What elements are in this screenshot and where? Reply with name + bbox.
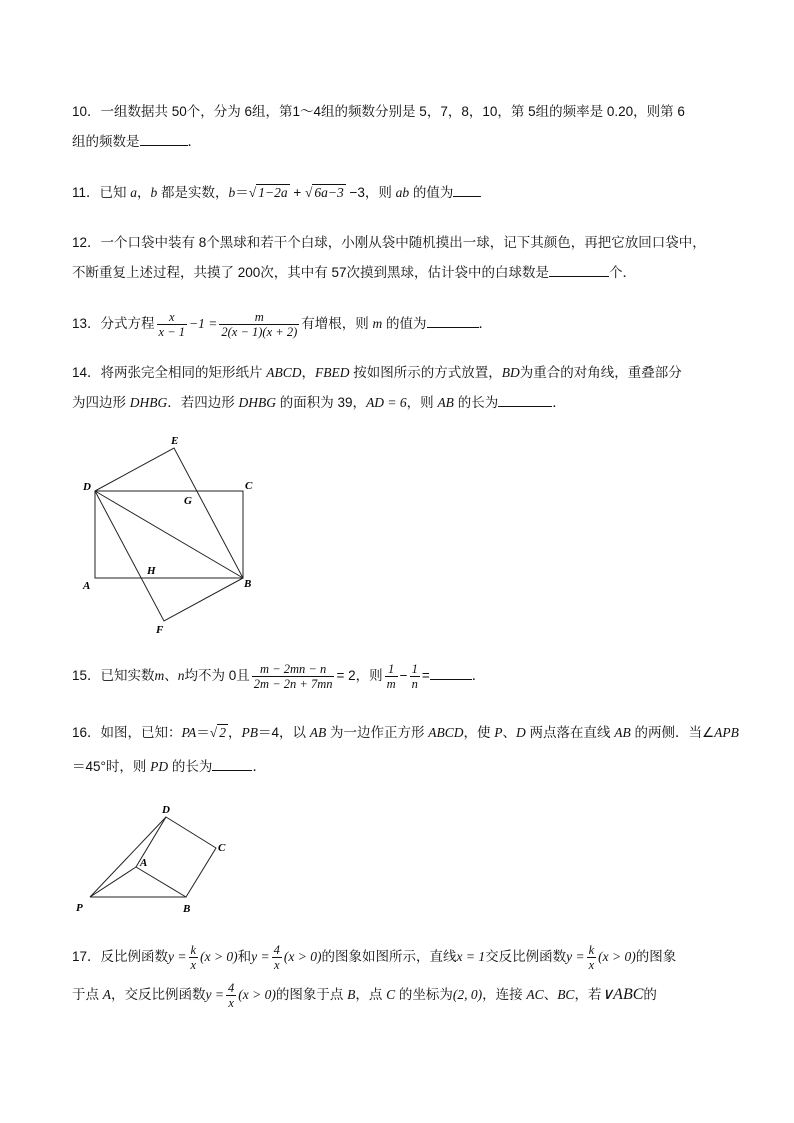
func-y3: y =: [566, 949, 585, 964]
q16-t5: 两点落在直线: [525, 725, 615, 740]
q13-mid: −1 =: [189, 316, 218, 331]
q11-sep: ，: [137, 185, 151, 200]
label-ac: AC: [526, 987, 544, 1002]
domain-cond-2: (x > 0): [283, 949, 322, 964]
q13-tail2: 的值为: [382, 316, 427, 331]
point-label-d: D: [83, 481, 91, 493]
diagonal-bd: [95, 491, 243, 578]
q16-t4: ，使: [463, 725, 495, 740]
denominator: x: [588, 957, 595, 972]
label-ad: AD = 6: [366, 395, 407, 410]
q12-line1: 12．一个口袋中装有 8个黑球和若干个白球，小刚从袋中随机摸出一球，记下其颜色，再把它放回口袋中，: [72, 235, 706, 250]
q15-eq2: =: [421, 668, 430, 683]
question-17: [72, 938, 732, 1014]
var-b2: b: [228, 185, 236, 200]
answer-blank: [140, 131, 188, 146]
q14-t7: 的面积为 39，: [276, 395, 367, 410]
square-abcd: [136, 817, 216, 897]
q14-end: ．: [552, 395, 566, 410]
q14-t4: 为重合的对角线，重叠部分: [519, 365, 682, 380]
numerator: m − 2mn − n: [252, 662, 335, 677]
label-fbed: FBED: [315, 365, 350, 380]
q16-t2: ，: [227, 725, 242, 740]
answer-blank: [498, 392, 552, 407]
denominator: 2m − 2n + 7mn: [253, 676, 333, 691]
q12-line2: [72, 258, 732, 288]
func-y4: y =: [205, 987, 224, 1002]
question-12: [72, 228, 732, 288]
answer-blank: [212, 756, 252, 771]
q13-tail: 有增根，则: [301, 316, 373, 331]
q11-mid: 都是实数，: [157, 185, 229, 200]
answer-blank: [549, 262, 609, 277]
var-b: b: [150, 185, 158, 200]
q17-sep: 、: [543, 987, 558, 1002]
point-label-h: H: [147, 565, 156, 577]
question-16: [72, 716, 739, 784]
sqrt-expr-1: √ 1−2a: [248, 185, 288, 200]
q10-line2: [72, 127, 732, 157]
q16-t6: 的两侧．当∠: [630, 725, 715, 740]
label-c: C: [386, 987, 396, 1002]
q11-tail2: 的值为: [409, 185, 454, 200]
q17-t1: 17．反比例函数: [72, 949, 169, 964]
point-label-a: A: [140, 857, 148, 869]
question-13: [72, 306, 732, 342]
answer-blank: [427, 313, 479, 328]
q14-t1: 14．将两张完全相同的矩形纸片: [72, 365, 267, 380]
denominator: x: [190, 957, 197, 972]
domain-cond-4: (x > 0): [238, 987, 276, 1002]
point-label-a: A: [83, 580, 91, 592]
denominator: x − 1: [158, 324, 186, 339]
q13-end: ．: [478, 316, 493, 331]
q15-end: ．: [471, 668, 486, 683]
q17-t9: 的坐标为: [395, 987, 453, 1002]
q14-t2: ，: [301, 365, 316, 380]
triangle-abc: ∨ABC: [601, 986, 644, 1003]
q16-eq2: ＝4，以: [257, 725, 310, 740]
question-14: [72, 358, 732, 418]
fraction-1-over-n: [410, 662, 420, 691]
line-x1: x = 1: [456, 949, 486, 964]
q12-text: 不断重复上述过程，共摸了 200次，其中有 57次摸到黑球，估计袋中的白球数是: [72, 265, 550, 280]
q16-end: ．: [252, 759, 266, 774]
question-15: [72, 658, 732, 694]
point-label-e: E: [171, 435, 179, 447]
fraction-m: [219, 310, 299, 339]
q17-t10: ，连接: [482, 987, 527, 1002]
q10-text: 组的频数是: [72, 134, 140, 149]
q16-t3: 为一边作正方形: [326, 725, 429, 740]
var-m: m: [372, 316, 383, 331]
point-label-b: B: [183, 903, 191, 915]
fraction-k-over-x: [189, 943, 199, 972]
q17-t5: 于点: [72, 987, 103, 1002]
numerator: 1: [411, 661, 418, 676]
var-m: m: [154, 668, 165, 683]
q15-sep: 、: [164, 668, 178, 683]
label-bc: BC: [557, 987, 575, 1002]
q17-t8: ，点: [355, 987, 387, 1002]
q14-t5: 为四边形: [72, 395, 130, 410]
q16-t7: ＝45°时，则: [72, 759, 151, 774]
q17-t11: ，若: [574, 987, 602, 1002]
label-abcd: ABCD: [266, 365, 302, 380]
q14-line1: [72, 358, 732, 388]
q16-t8: 的长为: [168, 759, 213, 774]
point-label-f: F: [156, 624, 164, 636]
q11-prefix: 11．已知: [72, 185, 131, 200]
coord-c: (2, 0): [452, 987, 483, 1002]
fraction-4-over-x: [272, 943, 282, 972]
q11-tail: −3，则: [345, 185, 396, 200]
radicand-2: 6a−3: [314, 185, 344, 200]
point-label-g: G: [184, 495, 192, 507]
q12-end: 个．: [609, 265, 637, 280]
label-dhbg: DHBG: [129, 395, 168, 410]
denominator: x: [228, 995, 234, 1010]
numerator: k: [190, 942, 197, 957]
point-label-p: P: [76, 902, 83, 914]
point-label-b: B: [244, 578, 252, 590]
denominator: m: [386, 676, 396, 691]
label-a: A: [102, 987, 112, 1002]
label-d: D: [516, 725, 526, 740]
q14-line2: [72, 388, 732, 418]
q17-t6: ，交反比例函数: [111, 987, 206, 1002]
numerator: k: [588, 942, 595, 957]
q14-t3: 按如图所示的方式放置，: [349, 365, 502, 380]
point-label-d: D: [162, 804, 170, 816]
q15-minus: −: [399, 668, 408, 683]
fraction-x-over-x-1: [157, 310, 187, 339]
var-a: a: [130, 185, 138, 200]
numerator: 1: [385, 662, 398, 677]
question-11: [72, 178, 732, 208]
label-pa: PA: [181, 725, 197, 740]
label-apb: APB: [714, 725, 739, 740]
var-ab: ab: [395, 185, 410, 200]
q17-t7: 的图象于点: [275, 987, 348, 1002]
q13-prefix: 13．分式方程: [72, 316, 155, 331]
domain-cond: (x > 0): [200, 949, 238, 964]
numerator: m: [219, 310, 299, 325]
fraction-expression: [252, 662, 335, 691]
q11-eq: ＝: [235, 185, 249, 200]
fraction-4-over-x-2: [226, 981, 236, 1010]
label-abcd: ABCD: [428, 725, 464, 740]
answer-blank: [430, 665, 472, 680]
numerator: 4: [228, 980, 235, 995]
fraction-1-over-m: [385, 662, 398, 691]
square-figure: [70, 800, 240, 920]
sqrt-2: √ 2: [209, 725, 226, 740]
q14-t6: ．若四边形: [167, 395, 239, 410]
label-ab-2: AB: [614, 725, 631, 740]
numerator: x: [157, 310, 187, 325]
var-n: n: [177, 668, 185, 683]
q15-prefix: 15．已知实数: [72, 668, 155, 683]
sqrt-expr-2: √ 6a−3: [304, 185, 344, 200]
label-ab: AB: [309, 725, 327, 740]
label-pd: PD: [150, 759, 169, 774]
q17-t3: 交反比例函数: [485, 949, 567, 964]
domain-cond-3: (x > 0): [598, 949, 636, 964]
denominator: n: [411, 676, 418, 691]
q15-eq: = 2，则: [336, 668, 383, 683]
q16-eq1: ＝: [196, 725, 210, 740]
segment-pd: [90, 817, 166, 897]
q14-t9: 的长为: [453, 395, 499, 410]
q16-sep: 、: [502, 725, 517, 740]
func-y1: y =: [168, 949, 187, 964]
fraction-k-over-x-2: [587, 943, 597, 972]
q16-line1: [72, 716, 739, 750]
q17-t4: 的图象: [635, 949, 677, 964]
denominator: x: [274, 957, 280, 972]
answer-blank: [453, 182, 481, 197]
q17-line2: [72, 976, 732, 1014]
label-ab: AB: [437, 395, 454, 410]
q15-mid: 均不为 0且: [184, 668, 250, 683]
q10-line1: 10．一组数据共 50个，分为 6组，第1～4组的频数分别是 5，7，8，10，第 5组的频率是 0.20，则第 6: [72, 104, 685, 119]
point-label-c: C: [245, 480, 253, 492]
q17-t12: 的: [643, 987, 657, 1002]
label-dhbg-2: DHBG: [238, 395, 277, 410]
q16-t1: 16．如图，已知：: [72, 725, 182, 740]
point-label-c: C: [218, 842, 226, 854]
q17-line1: [72, 938, 732, 976]
q11-plus: +: [289, 185, 305, 200]
label-bd: BD: [501, 365, 520, 380]
radicand: 2: [219, 725, 226, 740]
q17-t2: 的图象如图所示，直线: [321, 949, 457, 964]
denominator: 2(x − 1)(x + 2): [221, 324, 298, 339]
q14-t8: ，则: [406, 395, 438, 410]
func-y2: y =: [251, 949, 270, 964]
radicand-1: 1−2a: [258, 185, 288, 200]
rectangles-figure: [78, 430, 268, 640]
q16-line2: [72, 750, 732, 784]
q17-and: 和: [237, 949, 252, 964]
label-p: P: [494, 725, 503, 740]
numerator: 4: [273, 942, 280, 957]
label-pb: PB: [241, 725, 258, 740]
label-b: B: [347, 987, 356, 1002]
question-10: [72, 97, 732, 157]
q10-end: ．: [187, 134, 201, 149]
segment-pa: [90, 867, 136, 897]
